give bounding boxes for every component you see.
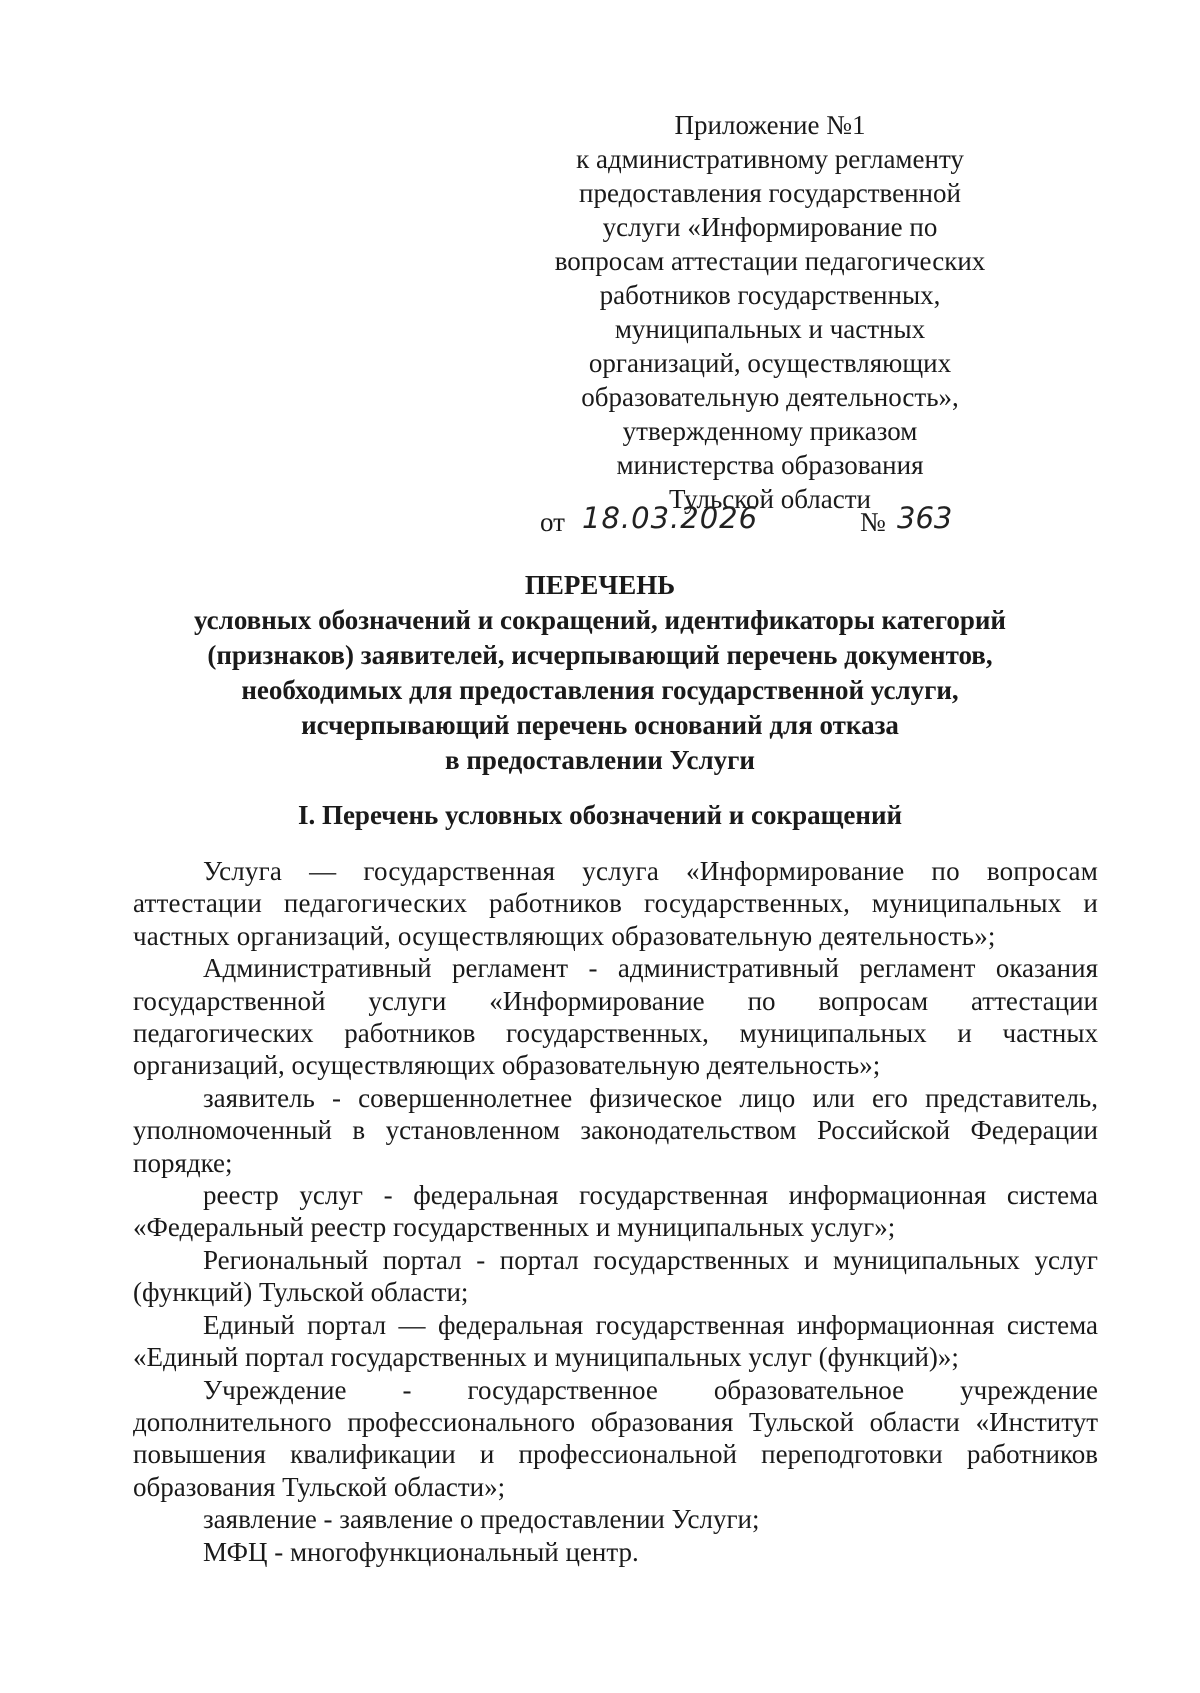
definition-paragraph: заявитель - совершеннолетнее физическое лицо или его представитель, уполномоченный в установленном законодательством Российской Федерации порядке; <box>133 1082 1098 1178</box>
definition-paragraph: заявление - заявление о предоставлении Услуги; <box>203 1504 760 1535</box>
handwritten-date: 18.03.2026 <box>582 501 759 535</box>
title-text: ПЕРЕЧЕНЬ <box>524 570 676 600</box>
definition-paragraph: Региональный портал - портал государственных и муниципальных услуг (функций) Тульской области; <box>133 1244 1098 1308</box>
handwritten-number: 363 <box>897 501 953 535</box>
appendix-line: образовательную деятельность», <box>581 382 959 412</box>
definition-paragraph: Услуга — государственная услуга «Информирование по вопросам аттестации педагогических работников государственных, муниципальных и частных организаций, осуществляющих образовательную деятельность»; <box>133 856 1098 951</box>
subtitle-line: условных обозначений и сокращений, идентификаторы категорий <box>194 605 1006 635</box>
appendix-line: Тульской области <box>669 484 871 514</box>
definitions-list <box>133 855 1098 1568</box>
definition-paragraph: МФЦ - многофункциональный центр. <box>203 1536 639 1567</box>
document-title <box>130 568 1070 603</box>
order-date-number <box>540 501 990 545</box>
appendix-line: муниципальных и частных <box>614 314 926 344</box>
appendix-line: вопросам аттестации педагогических <box>554 246 986 276</box>
from-label: от <box>540 507 565 537</box>
subtitle-line: (признаков) заявителей, исчерпывающий перечень документов, <box>207 640 993 670</box>
document-subtitle <box>130 603 1070 778</box>
section-heading-text: I. Перечень условных обозначений и сокращений <box>297 800 903 830</box>
appendix-line: утвержденному приказом <box>622 416 918 446</box>
appendix-block <box>545 108 995 516</box>
definition-paragraph: Административный регламент - административный регламент оказания государственной услуги «Информирование по вопросам аттестации педагогических работников государственных, муниципальных и частных организаций, осуществляющих образовательную деятельность»; <box>133 953 1098 1081</box>
appendix-line: к административному регламенту <box>576 144 964 174</box>
appendix-line: услуги «Информирование по <box>602 212 938 242</box>
appendix-line: министерства образования <box>616 450 924 480</box>
appendix-line: Приложение №1 <box>674 110 866 140</box>
section-heading <box>130 798 1070 833</box>
appendix-line: предоставления государственной <box>579 178 961 208</box>
subtitle-line: необходимых для предоставления государственной услуги, <box>241 675 959 705</box>
definition-paragraph: реестр услуг - федеральная государственная информационная система «Федеральный реестр государственных и муниципальных услуг»; <box>133 1180 1098 1243</box>
subtitle-line: в предоставлении Услуги <box>445 745 755 775</box>
definition-paragraph: Учреждение - государственное образовательное учреждение дополнительного профессионального образования Тульской области «Институт повышения квалификации и профессиональной переподготовки работников образования Тульской области»; <box>133 1374 1098 1502</box>
definition-paragraph: Единый портал — федеральная государственная информационная система «Единый портал государственных и муниципальных услуг (функций)»; <box>133 1309 1098 1373</box>
subtitle-line: исчерпывающий перечень оснований для отказа <box>301 710 899 740</box>
appendix-line: работников государственных, <box>599 280 941 310</box>
number-label: № <box>860 507 886 537</box>
appendix-line: организаций, осуществляющих <box>588 348 952 378</box>
